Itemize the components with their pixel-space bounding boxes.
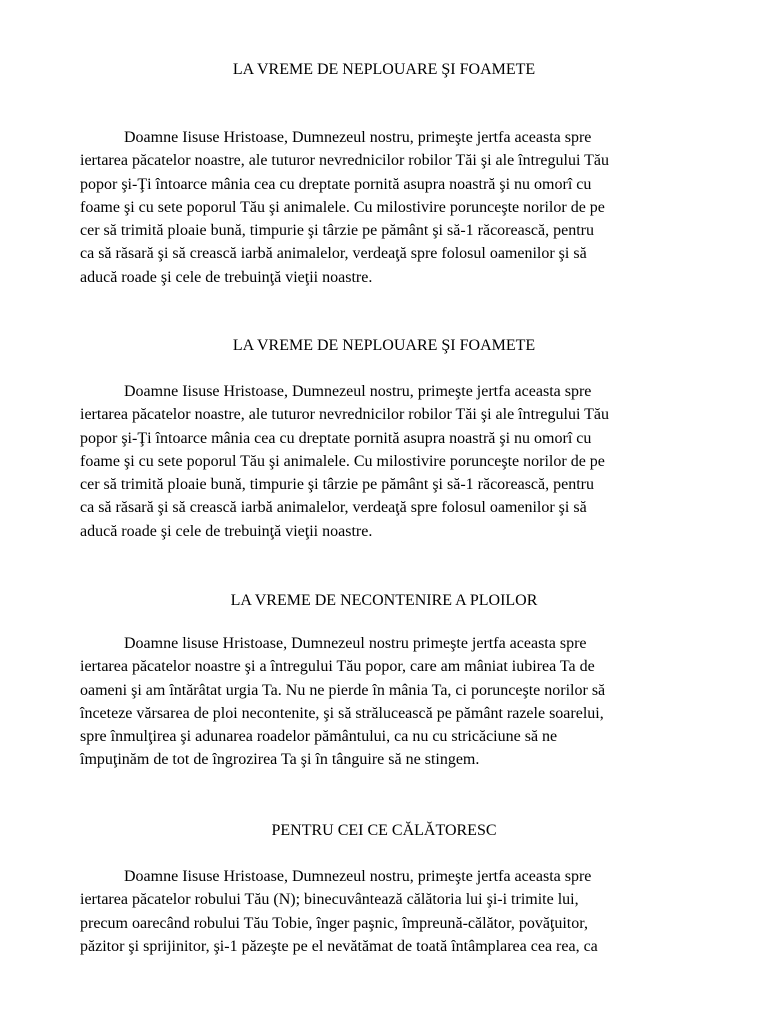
paragraph-line: păzitor şi sprijinitor, şi-1 păzeşte pe el nevătămat de toată întâmplarea cea rea, ca [80,937,598,955]
section-paragraph-4 [80,865,740,958]
paragraph-line: iertarea păcatelor noastre, ale tuturor nevrednicilor robilor Tăi şi ale întregului Tău [80,152,609,170]
paragraph-line: popor şi-Ţi întoarce mânia cea cu dreptate pornită asupra noastră şi nu omorî cu [80,175,592,193]
paragraph-line: împuţinăm de tot de îngrozirea Ta şi în tânguire să ne stingem. [80,751,480,769]
paragraph-line: foame şi cu sete poporul Tău şi animalele. Cu milostivire porunceşte norilor de pe [80,452,605,470]
paragraph-line: foame şi cu sete poporul Tău şi animalele. Cu milostivire porunceşte norilor de pe [80,198,605,216]
section-heading-1: LA VREME DE NEPLOUARE ŞI FOAMETE [232,61,536,78]
paragraph-line: cer să trimită ploaie bună, timpurie şi târzie pe pământ şi să-1 răcorească, pentru [80,476,595,494]
paragraph-line: Doamne Iisuse Hristoase, Dumnezeul nostru, primeşte jertfa aceasta spre [124,383,592,400]
paragraph-line: iertarea păcatelor noastre, ale tuturor nevrednicilor robilor Tăi şi ale întregului Tău [80,406,609,424]
paragraph-line: iertarea păcatelor noastre şi a întregului Tău popor, care am mâniat iubirea Ta de [80,658,595,676]
paragraph-line: iertarea păcatelor robului Tău (N); binecuvântează călătoria lui şi-i trimite lui, [80,891,579,909]
paragraph-line: Doamne Iisuse Hristoase, Dumnezeul nostru, primeşte jertfa aceasta spre [124,868,592,885]
section-paragraph-3 [80,632,740,772]
paragraph-line: spre înmulţirea şi adunarea roadelor pământului, ca nu cu stricăciune să ne [80,728,558,746]
paragraph-line: cer să trimită ploaie bună, timpurie şi târzie pe pământ şi să-1 răcorească, pentru [80,222,595,240]
paragraph-line: Doamne Iisuse Hristoase, Dumnezeul nostru, primeşte jertfa aceasta spre [124,129,592,146]
paragraph-line: Doamne lisuse Hristoase, Dumnezeul nostru primeşte jertfa aceasta spre [124,635,587,652]
paragraph-line: oameni şi am întărâtat urgia Ta. Nu ne pierde în mânia Ta, ci porunceşte norilor să [80,681,606,699]
section-paragraph-1 [80,126,740,289]
section-heading-3: LA VREME DE NECONTENIRE A PLOILOR [230,592,538,609]
paragraph-line: popor şi-Ţi întoarce mânia cea cu dreptate pornită asupra noastră şi nu omorî cu [80,429,592,447]
section-paragraph-2 [80,380,740,543]
paragraph-line: precum oarecând robului Tău Tobie, înger paşnic, împreună-călător, povăţuitor, [80,914,588,932]
paragraph-line: aducă roade şi cele de trebuinţă vieţii noastre. [80,522,373,540]
paragraph-line: ca să răsară şi să crească iarbă animalelor, verdeaţă spre folosul oamenilor şi să [80,245,587,263]
section-heading-4: PENTRU CEI CE CĂLĂTORESC [271,822,497,839]
paragraph-line: ca să răsară şi să crească iarbă animalelor, verdeaţă spre folosul oamenilor şi să [80,499,587,517]
paragraph-line: înceteze vărsarea de ploi necontenite, şi să strălucească pe pământ razele soarelui, [80,704,604,722]
section-heading-2: LA VREME DE NEPLOUARE ŞI FOAMETE [232,337,536,354]
paragraph-line: aducă roade şi cele de trebuinţă vieţii noastre. [80,268,373,286]
